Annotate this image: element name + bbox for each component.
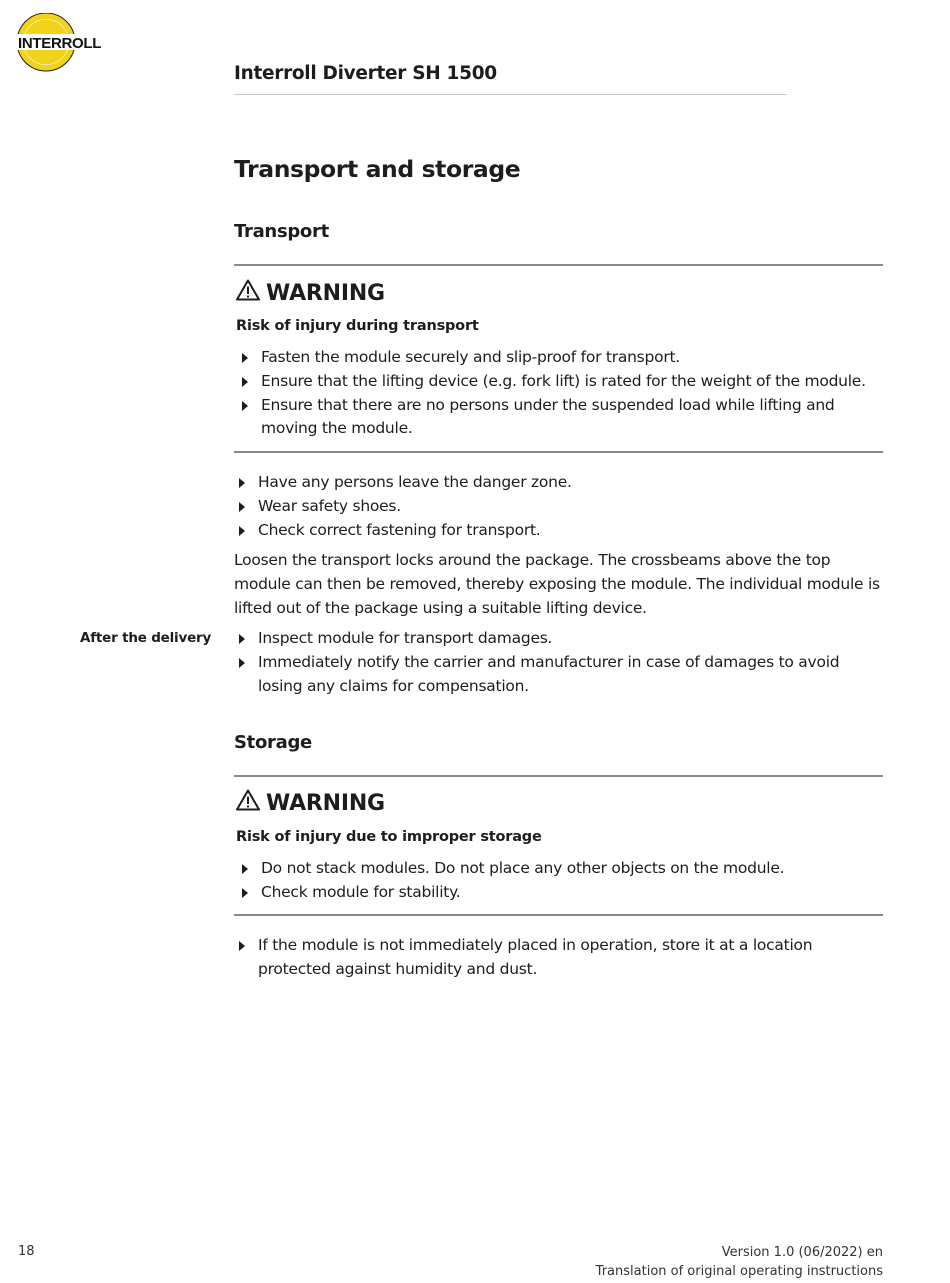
list-item: Check module for stability. [237, 881, 877, 905]
warning-triangle-icon [236, 789, 260, 817]
chapter-title: Transport and storage [234, 155, 521, 183]
bullet-arrow-icon [239, 526, 245, 536]
bullet-arrow-icon [242, 377, 248, 387]
warning-bottom-rule [234, 451, 883, 453]
warning-triangle-icon [236, 279, 260, 307]
section-title-transport: Transport [234, 221, 329, 242]
bullet-arrow-icon [242, 401, 248, 411]
list-item: Ensure that there are no persons under the suspended load while lifting and moving the module. [237, 394, 877, 442]
page-number: 18 [18, 1244, 35, 1259]
list-item: Have any persons leave the danger zone. [234, 471, 884, 495]
bullet-arrow-icon [239, 502, 245, 512]
bullet-arrow-icon [242, 864, 248, 874]
warning-top-rule [234, 264, 883, 266]
bullet-arrow-icon [239, 478, 245, 488]
bullet-arrow-icon [239, 941, 245, 951]
after-delivery-label: After the delivery [80, 630, 212, 646]
bullet-arrow-icon [242, 353, 248, 363]
section-title-storage: Storage [234, 732, 312, 753]
list-item: Ensure that the lifting device (e.g. fork lift) is rated for the weight of the module. [237, 370, 877, 394]
bullet-arrow-icon [242, 888, 248, 898]
warning-heading [236, 789, 385, 817]
interroll-logo [17, 13, 109, 73]
version-text: Version 1.0 (06/2022) en [721, 1245, 883, 1260]
warning-subtitle: Risk of injury during transport [236, 318, 479, 334]
footer-info [596, 1243, 883, 1281]
after-delivery-list [234, 627, 864, 698]
warning-bottom-rule [234, 914, 883, 916]
warning-label: WARNING [266, 790, 385, 816]
bullet-arrow-icon [239, 658, 245, 668]
warning-list [237, 857, 877, 905]
list-item: Wear safety shoes. [234, 495, 884, 519]
warning-label: WARNING [266, 280, 385, 306]
warning-heading [236, 279, 385, 307]
list-item: If the module is not immediately placed in operation, store it at a location protected against humidity and dust. [234, 934, 884, 982]
bullet-arrow-icon [239, 634, 245, 644]
list-item: Check correct fastening for transport. [234, 519, 884, 543]
transport-paragraph: Loosen the transport locks around the package. The crossbeams above the top module can then be removed, thereby exposing the module. The individual module is lifted out of the package using a suitable lifting device. [234, 551, 880, 617]
header-divider [234, 94, 787, 95]
list-item: Fasten the module securely and slip-proof for transport. [237, 346, 877, 370]
warning-top-rule [234, 775, 883, 777]
transport-steps [234, 471, 884, 542]
warning-list [237, 346, 877, 441]
list-item: Inspect module for transport damages. [234, 627, 864, 651]
storage-steps [234, 934, 884, 982]
list-item: Do not stack modules. Do not place any other objects on the module. [237, 857, 877, 881]
svg-text:INTERROLL: INTERROLL [18, 35, 102, 52]
warning-subtitle: Risk of injury due to improper storage [236, 829, 542, 845]
document-title: Interroll Diverter SH 1500 [234, 63, 497, 84]
translation-note: Translation of original operating instructions [595, 1264, 883, 1279]
list-item: Immediately notify the carrier and manufacturer in case of damages to avoid losing any claims for compensation. [234, 651, 864, 699]
